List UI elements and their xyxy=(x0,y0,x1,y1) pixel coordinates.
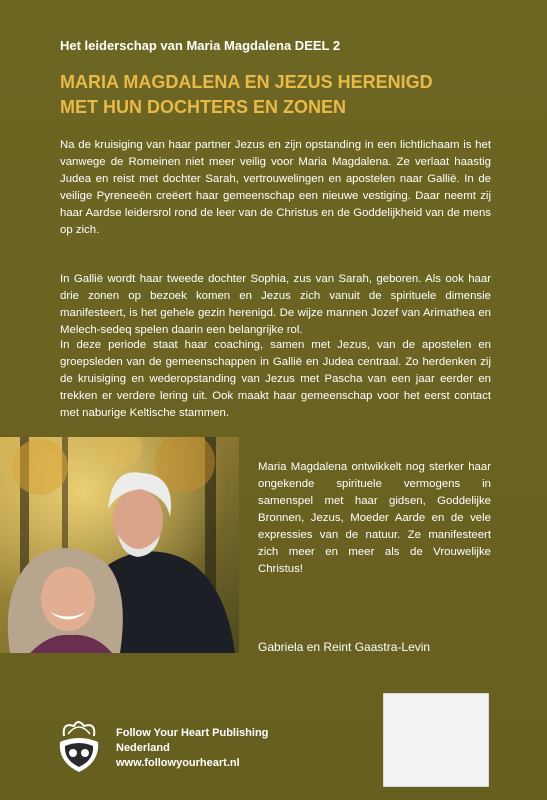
author-photo xyxy=(0,437,239,653)
publisher-name: Follow Your Heart Publishing xyxy=(116,727,269,739)
authors: Gabriela en Reint Gaastra-Levin xyxy=(258,640,431,654)
side-paragraph: Maria Magdalena ontwikkelt nog sterker haar ongekende spirituele vermogens in samenspel met haar gidsen, Goddelijke Bronnen, Jezus, Moeder Aarde en de vele expressies van de natuur. Ze manifesteert zich meer en meer als de Vrouwelijke Christus! xyxy=(258,461,491,575)
publisher-country: Nederland xyxy=(116,742,170,754)
series-line: Het leiderschap van Maria Magdalena DEEL 2 xyxy=(60,38,341,53)
paragraph-2: In Gallië wordt haar tweede dochter Sophia, zus van Sarah, geboren. Als ook haar drie zonen op bezoek komen en Jezus zich vanuit de spirituele dimensie manifesteert, is het gehele gezin herenigd. De wijze mannen Jozef van Arimathea en Melech-sedeq spelen daarin een belangrijke rol. xyxy=(60,273,491,336)
title-line-1: MARIA MAGDALENA EN JEZUS HERENIGD xyxy=(60,72,433,92)
publisher-info xyxy=(116,726,268,771)
publisher-website[interactable]: www.followyourheart.nl xyxy=(116,757,240,769)
title-line-2: MET HUN DOCHTERS EN ZONEN xyxy=(60,97,347,117)
paragraph-1: Na de kruisiging van haar partner Jezus en zijn opstanding in een lichtlichaam is het vanwege de Romeinen niet meer veilig voor Maria Magdalena. Ze verlaat haastig Judea en reist met dochter Sarah, vertrouwelingen en apostelen naar Gallië. In de veilige Pyreneeën creëert haar gemeenschap een nieuwe vestiging. Daar neemt zij haar Aardse leidersrol rond de leer van de Christus en de Goddelijkheid van de mens op zich. xyxy=(60,139,491,236)
barcode-area xyxy=(383,693,489,787)
publisher-logo xyxy=(56,718,102,774)
book-title xyxy=(60,70,500,120)
paragraph-3: In deze periode staat haar coaching, samen met Jezus, van de apostelen en groepsleden van de gemeenschappen in Gallië en Judea centraal. Zo herdenken zij de kruisiging en wederopstanding van Jezus met Pascha van een jaar eerder en trekken er verdere lering uit. Ook maakt haar gemeenschap voor het eerst contact met naburige Keltische stammen. xyxy=(60,339,491,419)
